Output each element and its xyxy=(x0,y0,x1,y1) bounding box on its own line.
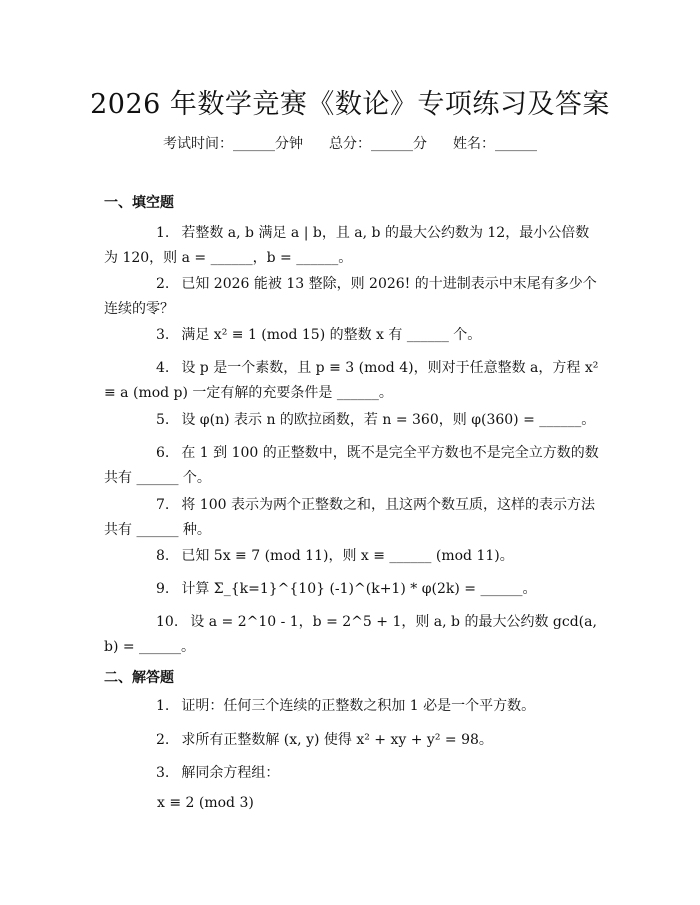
question-text: 若整数 a, b 满足 a | b，且 a, b 的最大公约数为 12，最小公倍数为 120，则 a = ______，b = ______。 xyxy=(104,225,590,266)
question-text: 设 a = 2^10 - 1，b = 2^5 + 1，则 a, b 的最大公约数 gcd(a, b) = ______。 xyxy=(104,614,597,655)
section-heading-solve: 二、解答题 xyxy=(104,670,174,686)
question-number: 1. xyxy=(156,225,170,241)
name-field: 姓名：______ xyxy=(453,136,537,152)
question-1 xyxy=(104,221,600,271)
question-7 xyxy=(104,493,600,543)
exam-meta xyxy=(0,133,700,153)
question-number: 2. xyxy=(156,276,170,292)
question-number: 7. xyxy=(156,497,170,513)
question-number: 10. xyxy=(156,614,179,630)
question-8 xyxy=(104,544,600,569)
question-number: 9. xyxy=(156,581,170,597)
solve-question-3 xyxy=(104,761,600,786)
section-heading-fill-blank: 一、填空题 xyxy=(104,195,174,211)
question-number: 6. xyxy=(156,445,170,461)
question-6 xyxy=(104,441,600,491)
question-9 xyxy=(104,577,600,602)
solve-question-2 xyxy=(104,728,600,753)
question-number: 5. xyxy=(156,412,170,428)
question-number: 8. xyxy=(156,548,170,564)
question-number: 4. xyxy=(156,360,170,376)
question-text: 证明：任何三个连续的正整数之积加 1 必是一个平方数。 xyxy=(181,698,536,714)
congruence-equation: x ≡ 2 (mod 3) xyxy=(157,795,254,811)
question-text: 将 100 表示为两个正整数之和，且这两个数互质，这样的表示方法共有 ______ 种。 xyxy=(104,497,595,538)
question-text: 解同余方程组： xyxy=(181,765,280,781)
solve-question-1 xyxy=(104,694,600,719)
question-number: 3. xyxy=(156,327,170,343)
question-text: 已知 2026 能被 13 整除，则 2026! 的十进制表示中末尾有多少个连续的零？ xyxy=(104,276,597,317)
question-2 xyxy=(104,272,600,322)
exam-time-field: 考试时间：______分钟 xyxy=(163,136,303,152)
question-5 xyxy=(104,408,600,433)
question-text: 设 p 是一个素数，且 p ≡ 3 (mod 4)，则对于任意整数 a，方程 x² ≡ a (mod p) 一定有解的充要条件是 ______。 xyxy=(104,360,599,401)
question-number: 1. xyxy=(156,698,170,714)
question-number: 3. xyxy=(156,765,170,781)
question-4 xyxy=(104,356,600,406)
question-text: 计算 Σ_{k=1}^{10} (-1)^(k+1) * φ(2k) = ______。 xyxy=(181,581,537,597)
total-score-field: 总分：______分 xyxy=(329,136,427,152)
question-3 xyxy=(104,323,600,348)
page-title: 2026 年数学竞赛《数论》专项练习及答案 xyxy=(90,89,610,120)
question-text: 在 1 到 100 的正整数中，既不是完全平方数也不是完全立方数的数共有 ______ 个。 xyxy=(104,445,599,486)
question-text: 已知 5x ≡ 7 (mod 11)，则 x ≡ ______ (mod 11)。 xyxy=(181,548,514,564)
question-text: 求所有正整数解 (x, y) 使得 x² + xy + y² = 98。 xyxy=(181,732,493,748)
question-text: 满足 x² ≡ 1 (mod 15) 的整数 x 有 ______ 个。 xyxy=(181,327,482,343)
question-10 xyxy=(104,610,600,660)
question-number: 2. xyxy=(156,732,170,748)
question-text: 设 φ(n) 表示 n 的欧拉函数，若 n = 360，则 φ(360) = ______。 xyxy=(181,412,596,428)
